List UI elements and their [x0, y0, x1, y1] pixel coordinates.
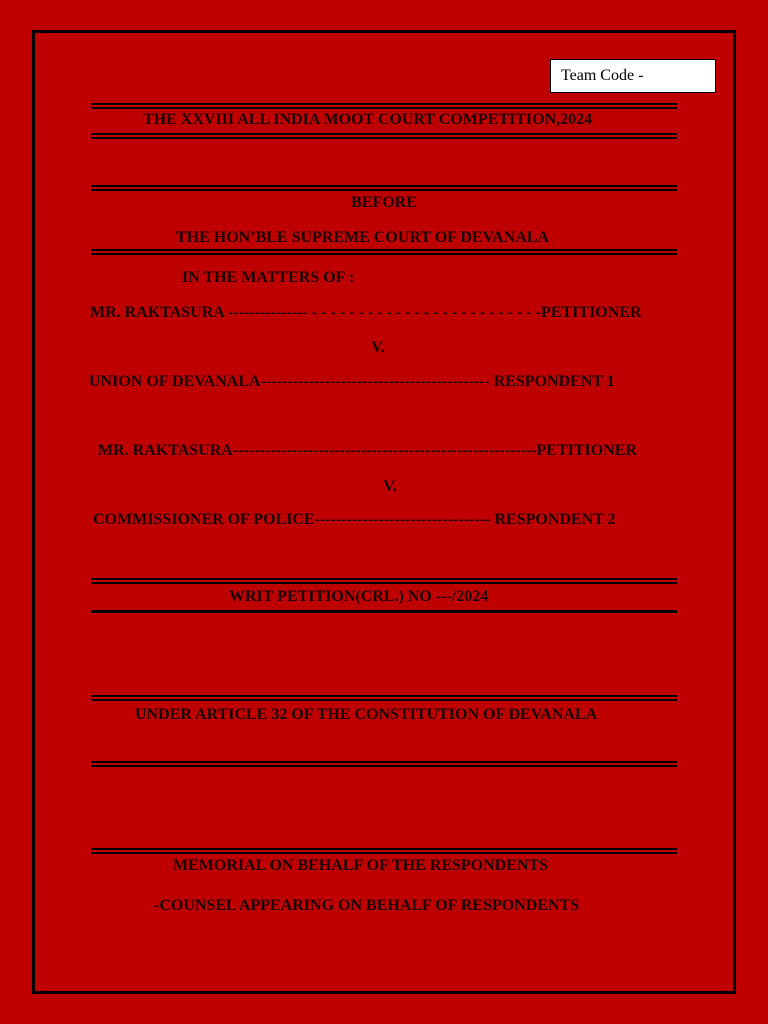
- rule-article-1: [91, 695, 677, 701]
- rule-top-1: [91, 103, 677, 109]
- matters-heading: IN THE MATTERS OF :: [182, 269, 355, 286]
- memorial-title: MEMORIAL ON BEHALF OF THE RESPONDENTS: [173, 857, 549, 874]
- case1-respondent: UNION OF DEVANALA------------------------------------------- RESPONDENT 1: [89, 373, 615, 390]
- rule-writ-1: [91, 578, 677, 584]
- writ-petition: WRIT PETITION(CRL.) NO ---/2024: [229, 588, 489, 605]
- court-name: THE HON’BLE SUPREME COURT OF DEVANALA: [176, 229, 549, 246]
- case1-versus: V.: [371, 339, 385, 356]
- rule-memorial: [91, 848, 677, 854]
- rule-court-2: [91, 249, 677, 255]
- case2-respondent: COMMISSIONER OF POLICE--------------------------------- RESPONDENT 2: [93, 511, 616, 528]
- team-code-box: Team Code -: [550, 59, 716, 93]
- case1-petitioner: MR. RAKTASURA --------------- - - - - - - - - - - - - - - - - - - - - - - - - -PETITIONER: [90, 304, 642, 321]
- rule-court-1: [91, 185, 677, 191]
- article-line: UNDER ARTICLE 32 OF THE CONSTITUTION OF DEVANALA: [135, 706, 598, 723]
- rule-article-2: [91, 761, 677, 767]
- rule-writ-2: [91, 610, 677, 613]
- rule-top-2: [91, 133, 677, 139]
- before-label: BEFORE: [351, 194, 417, 211]
- case2-versus: V.: [383, 478, 397, 495]
- case2-petitioner: MR. RAKTASURA---------------------------------------------------------PETITIONER: [98, 442, 637, 459]
- counsel-line: -COUNSEL APPEARING ON BEHALF OF RESPONDENTS: [154, 897, 580, 914]
- competition-title: THE XXVIII ALL INDIA MOOT COURT COMPETITION,2024: [143, 111, 593, 128]
